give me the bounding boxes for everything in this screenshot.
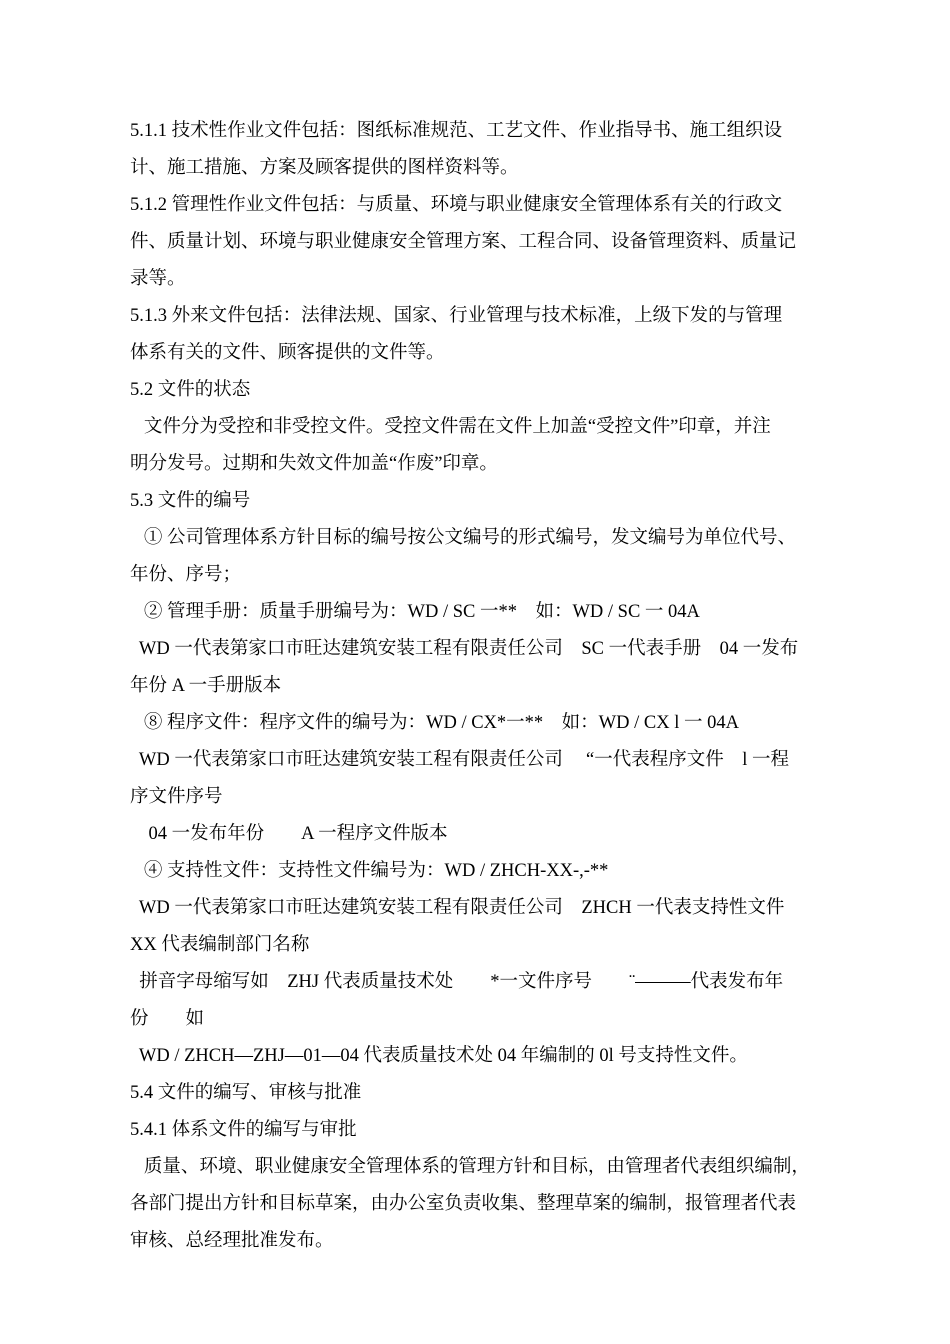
document-body — [130, 113, 825, 1260]
text-line: ④ 支持性文件：支持性文件编号为：WD / ZHCH-XX-,-** — [130, 861, 609, 881]
text-line: WD 一代表第家口市旺达建筑安装工程有限责任公司 ZHCH 一代表支持性文件 — [130, 898, 785, 918]
text-line: XX 代表编制部门名称 — [130, 935, 310, 955]
section-heading: 5.2 文件的状态 — [130, 380, 251, 400]
text-line: 5.1.1 技术性作业文件包括：图纸标准规范、工艺文件、作业指导书、施工组织设 — [130, 121, 783, 141]
text-line: 文件分为受控和非受控文件。受控文件需在文件上加盖“受控文件”印章，并注 — [130, 417, 771, 437]
text-line: ① 公司管理体系方针目标的编号按公文编号的形式编号，发文编号为单位代号、 — [130, 528, 797, 548]
text-line: 计、施工措施、方案及顾客提供的图样资料等。 — [130, 158, 519, 178]
text-line: 5.1.3 外来文件包括：法律法规、国家、行业管理与技术标准，上级下发的与管理 — [130, 306, 783, 326]
text-line: 5.1.2 管理性作业文件包括：与质量、环境与职业健康安全管理体系有关的行政文 — [130, 195, 783, 215]
section-heading: 5.4 文件的编写、审核与批准 — [130, 1083, 362, 1103]
text-line: 年份、序号； — [130, 565, 242, 585]
text-line: 审核、总经理批准发布。 — [130, 1231, 334, 1251]
text-line: 体系有关的文件、顾客提供的文件等。 — [130, 343, 445, 363]
text-line: 年份 A 一手册版本 — [130, 676, 282, 696]
text-line: 序文件序号 — [130, 787, 223, 807]
text-line: ② 管理手册：质量手册编号为：WD / SC 一** 如：WD / SC 一 04A — [130, 602, 700, 622]
text-line: 拼音字母缩写如 ZHJ 代表质量技术处 *一文件序号 ¨———代表发布年 — [130, 972, 784, 992]
text-line: 质量、环境、职业健康安全管理体系的管理方针和目标，由管理者代表组织编制， — [130, 1157, 810, 1177]
text-line: 各部门提出方针和目标草案，由办公室负责收集、整理草案的编制，报管理者代表 — [130, 1194, 797, 1214]
text-line: 份 如 — [130, 1009, 205, 1029]
text-line: WD / ZHCH—ZHJ—01—04 代表质量技术处 04 年编制的 0l 号支持性文件。 — [130, 1046, 748, 1066]
text-line: ⑧ 程序文件：程序文件的编号为：WD / CX*一** 如：WD / CX l 一 04A — [130, 713, 739, 733]
text-line: WD 一代表第家口市旺达建筑安装工程有限责任公司 SC 一代表手册 04 一发布 — [130, 639, 799, 659]
text-line: 明分发号。过期和失效文件加盖“作废”印章。 — [130, 454, 498, 474]
section-heading: 5.3 文件的编号 — [130, 491, 251, 511]
subsection-heading: 5.4.1 体系文件的编写与审批 — [130, 1120, 357, 1140]
text-line: 件、质量计划、环境与职业健康安全管理方案、工程合同、设备管理资料、质量记 — [130, 232, 797, 252]
text-line: 录等。 — [130, 269, 186, 289]
text-line: 04 一发布年份 A 一程序文件版本 — [130, 824, 448, 844]
text-line: WD 一代表第家口市旺达建筑安装工程有限责任公司 “一代表程序文件 l 一程 — [130, 750, 789, 770]
